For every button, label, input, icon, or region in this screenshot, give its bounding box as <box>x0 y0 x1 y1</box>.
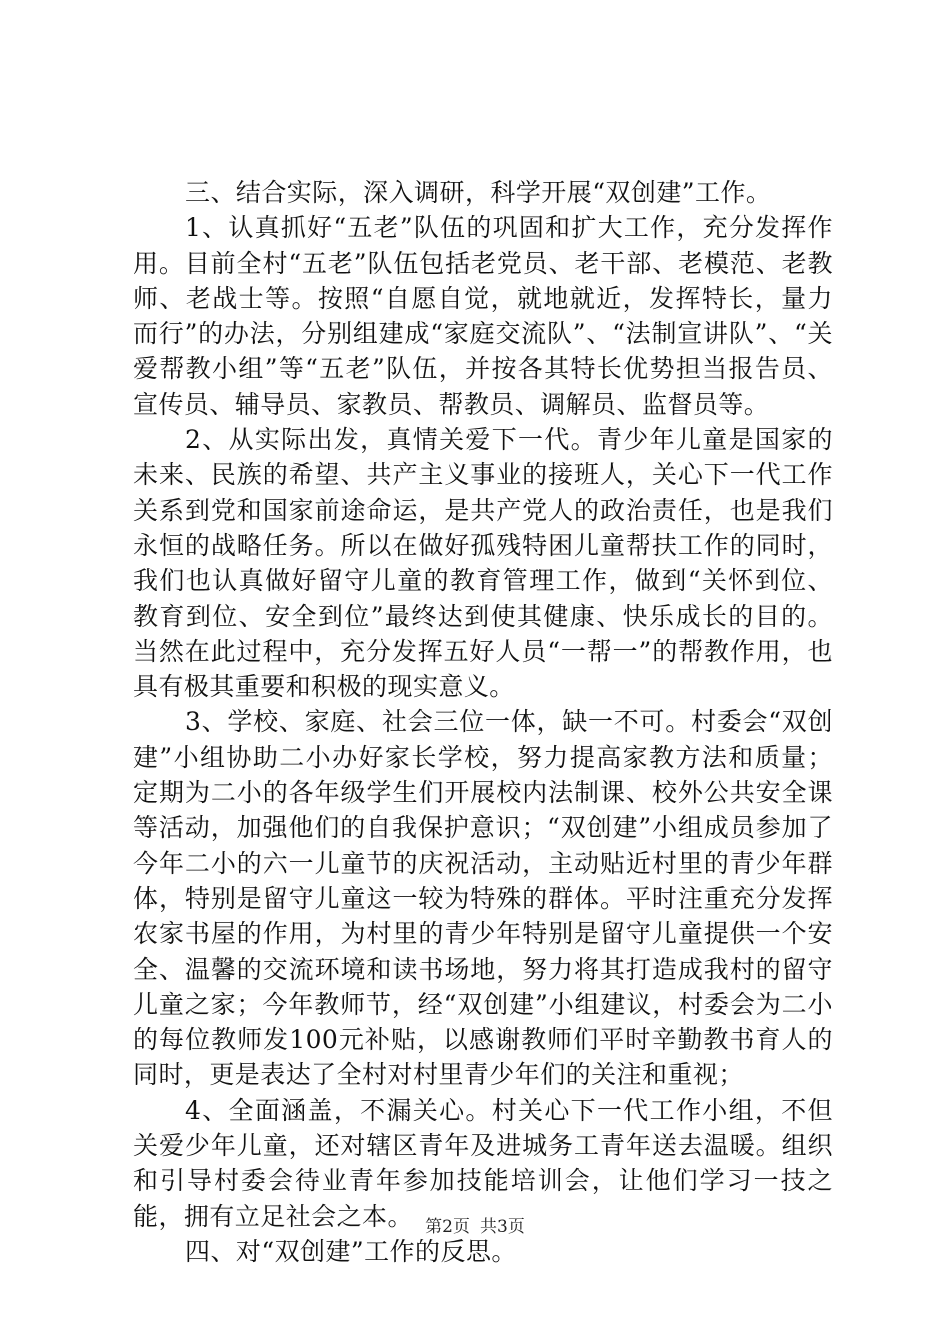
paragraph-item-3: 3、学校、家庭、社会三位一体，缺一不可。村委会“双创建”小组协助二小办好家长学校，努力提高家教方法和质量；定期为二小的各年级学生们开展校内法制课、校外公共安全课等活动，加强他们的自我保护意识；“双创建”小组成员参加了今年二小的六一儿童节的庆祝活动，主动贴近村里的青少年群体，特别是留守儿童这一较为特殊的群体。平时注重充分发挥农家书屋的作用，为村里的青少年特别是留守儿童提供一个安全、温馨的交流环境和读书场地，努力将其打造成我村的留守儿童之家；今年教师节，经“双创建”小组建议，村委会为二小的每位教师发100元补贴，以感谢教师们平时辛勤教书育人的同时，更是表达了全村对村里青少年们的关注和重视； <box>133 707 833 1090</box>
page-footer <box>0 1216 950 1238</box>
paragraph-item-4: 4、全面涵盖，不漏关心。村关心下一代工作小组，不但关爱少年儿童，还对辖区青年及进城务工青年送去温暖。组织和引导村委会待业青年参加技能培训会，让他们学习一技之能，拥有立足社会之本。 <box>133 1095 833 1231</box>
paragraph-item-2: 2、从实际出发，真情关爱下一代。青少年儿童是国家的未来、民族的希望、共产主义事业的接班人，关心下一代工作关系到党和国家前途命运，是共产党人的政治责任，也是我们永恒的战略任务。所以在做好孤残特困儿童帮扶工作的同时，我们也认真做好留守儿童的教育管理工作，做到“关怀到位、教育到位、安全到位”最终达到使其健康、快乐成长的目的。当然在此过程中，充分发挥五好人员“一帮一”的帮教作用，也具有极其重要和积极的现实意义。 <box>133 425 833 702</box>
section-heading-three: 三、结合实际，深入调研，科学开展“双创建”工作。 <box>185 178 772 207</box>
paragraph-item-1: 1、认真抓好“五老”队伍的巩固和扩大工作，充分发挥作用。目前全村“五老”队伍包括老党员、老干部、老模范、老教师、老战士等。按照“自愿自觉，就地就近，发挥特长，量力而行”的办法，分别组建成“家庭交流队”、“法制宣讲队”、“关爱帮教小组”等“五老”队伍，并按各其特长优势担当报告员、宣传员、辅导员、家教员、帮教员、调解员、监督员等。 <box>133 213 833 419</box>
page-number: 第2页 <box>425 1217 470 1237</box>
document-body <box>133 175 833 1269</box>
page-total: 共3页 <box>480 1217 525 1237</box>
section-heading-four: 四、对“双创建”工作的反思。 <box>185 1236 517 1266</box>
